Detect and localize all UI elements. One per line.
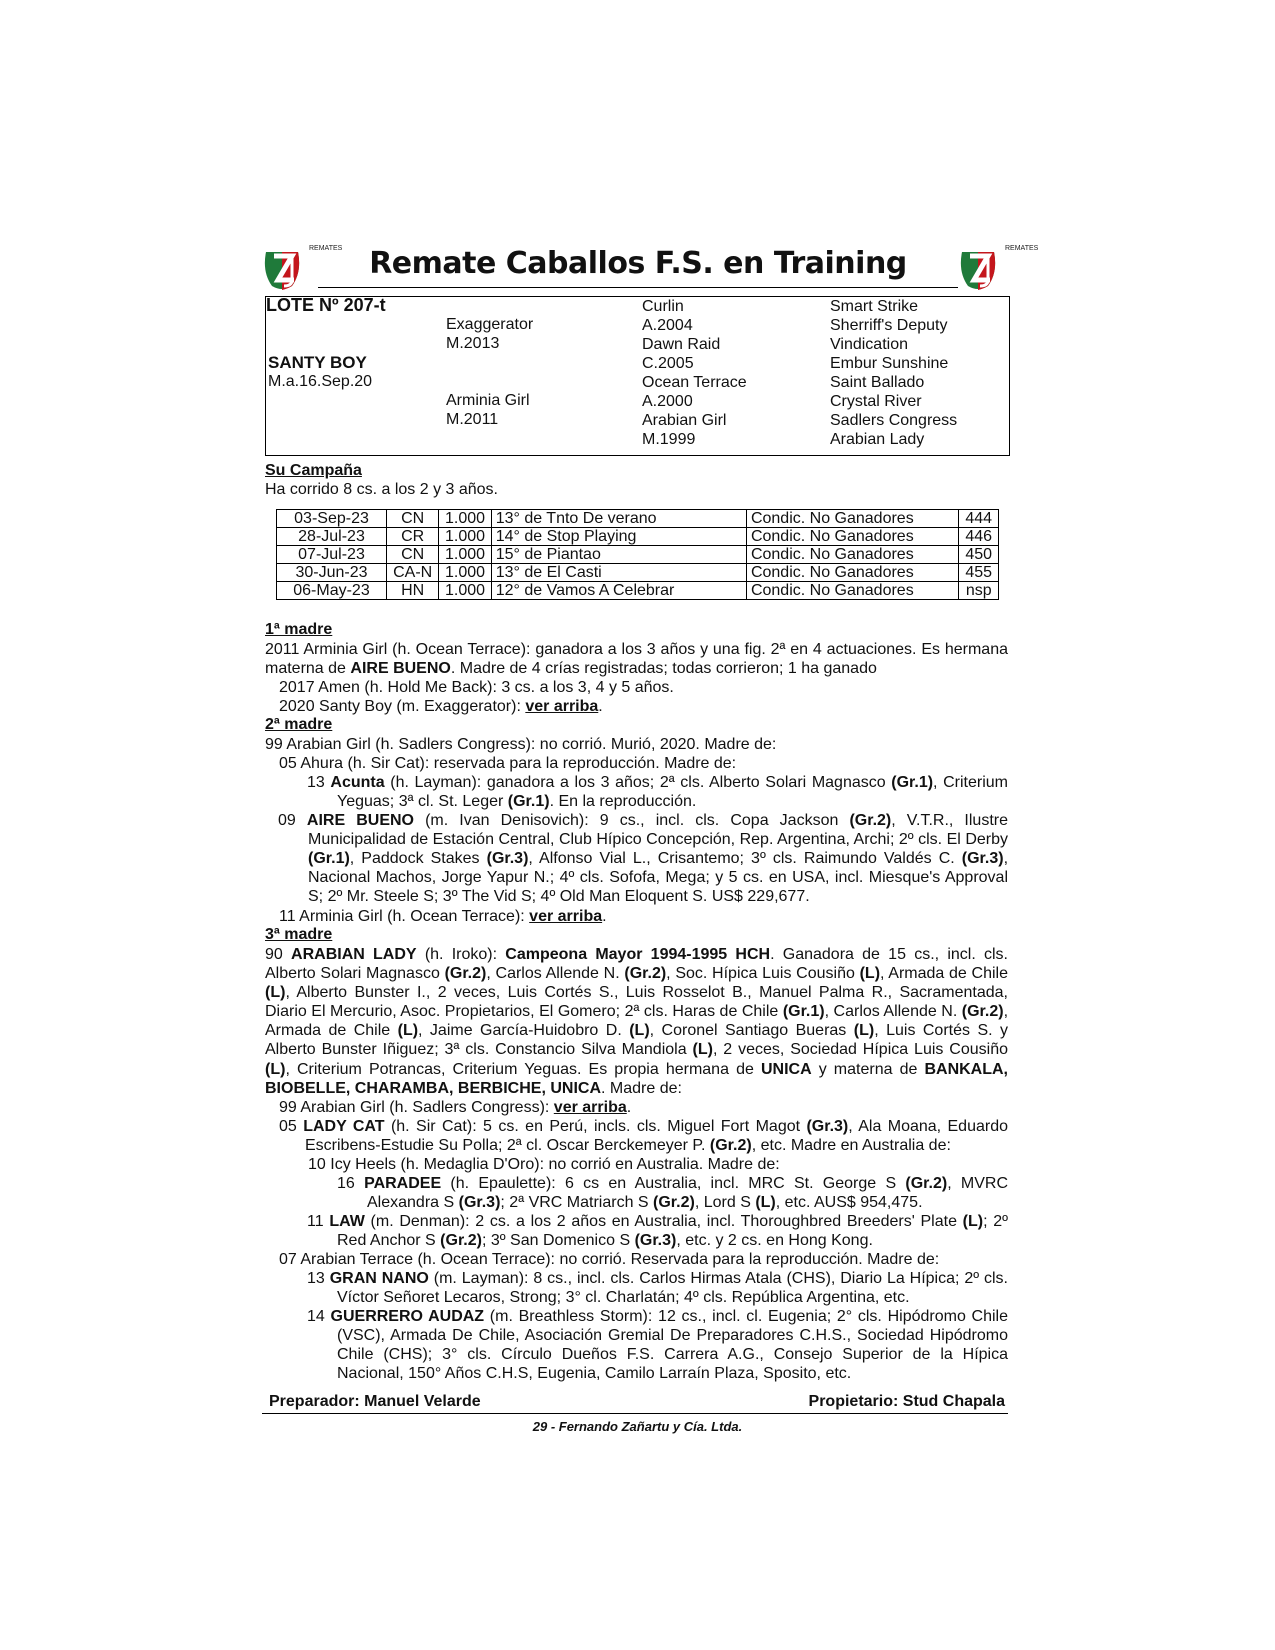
bold-span: (Gr.2) bbox=[849, 812, 892, 829]
text-span: , Alfonso Vial L., Crisantemo; 3º cls. Raimundo Valdés C. bbox=[528, 850, 962, 868]
race-track: HN bbox=[387, 582, 439, 600]
bold-span: (Gr.3) bbox=[961, 850, 1004, 868]
page-title: Remate Caballos F.S. en Training bbox=[369, 246, 907, 281]
text-span: (m. Ivan Denisovich): 9 cs., incl. cls. Copa Jackson bbox=[414, 812, 850, 829]
race-distance: 1.000 bbox=[439, 582, 491, 600]
text-span: (h. Sir Cat): 5 cs. en Perú, incls. cls. Miguel Fort Magot bbox=[384, 1118, 807, 1135]
race-condition: Condic. No Ganadores bbox=[746, 582, 959, 600]
race-weight: 444 bbox=[959, 510, 999, 528]
second-dam-line: 99 Arabian Girl (h. Sadlers Congress): no corrió. Murió, 2020. Madre de: bbox=[265, 736, 777, 753]
horse-name: SANTY BOY bbox=[268, 353, 367, 372]
sire: Exaggerator bbox=[446, 316, 534, 333]
produce-paragraph bbox=[307, 773, 1008, 811]
text-span: , Criterium Yeguas; 3ª cl. St. Leger bbox=[337, 774, 1008, 811]
text-span: , Carlos Allende N. bbox=[824, 1003, 962, 1021]
bold-span: Acunta bbox=[330, 774, 385, 791]
race-result: 12° de Vamos A Celebrar bbox=[491, 582, 746, 600]
text-span: 11 bbox=[307, 1213, 330, 1230]
text-span: (h. Layman): ganadora a los 3 años; 2ª cls. Alberto Solari Magnasco bbox=[384, 774, 892, 791]
text-span: , Jaime García-Huidobro D. bbox=[418, 1022, 630, 1040]
text-span: . Madre de: bbox=[601, 1079, 682, 1097]
race-distance: 1.000 bbox=[439, 510, 491, 528]
race-result: 13° de Tnto De verano bbox=[491, 510, 746, 528]
logo-vertical-text: REMATES bbox=[1005, 245, 1039, 252]
race-weight: 450 bbox=[959, 546, 999, 564]
bold-span: (L) bbox=[629, 1022, 650, 1040]
bold-span: (L) bbox=[859, 965, 881, 983]
race-date: 07-Jul-23 bbox=[277, 546, 387, 564]
great-grandparent: Saint Ballado bbox=[830, 374, 925, 391]
bold-span: UNICA bbox=[760, 1060, 812, 1078]
text-span: (h. Iroko): bbox=[416, 946, 506, 963]
text-span: , Paddock Stakes bbox=[349, 850, 487, 868]
race-result: 15° de Piantao bbox=[491, 546, 746, 564]
race-weight: nsp bbox=[959, 582, 999, 600]
bold-span: (Gr.3) bbox=[486, 850, 529, 868]
text-span: (m. Denman): 2 cs. a los 2 años en Australia, incl. Thoroughbred Breeders' Plate bbox=[364, 1213, 963, 1230]
produce-line: 05 Ahura (h. Sir Cat): reservada para la reproducción. Madre de: bbox=[279, 755, 737, 772]
dam: Arminia Girl bbox=[446, 392, 530, 409]
race-result: 14° de Stop Playing bbox=[491, 528, 746, 546]
race-date: 06-May-23 bbox=[277, 582, 387, 600]
third-dam-heading: 3ª madre bbox=[265, 926, 333, 943]
produce-line bbox=[279, 697, 1008, 716]
bold-span: (Gr.1) bbox=[308, 850, 350, 868]
text-span: . Ganadora de 15 cs., incl. cls. Alberto Solari Magnasco bbox=[265, 946, 1009, 983]
race-condition: Condic. No Ganadores bbox=[746, 564, 959, 582]
text-span: 11 Arminia Girl (h. Ocean Terrace): bbox=[279, 908, 530, 925]
text-span: (m. Layman): 8 cs., incl. cls. Carlos Hirmas Atala (CHS), Diario La Hípica; 2º cls. Víctor Señoret Lecaros, Strong; 3° cl. Charlatán; 4º cls. República Argentina, etc. bbox=[337, 1270, 1009, 1307]
bold-span: AIRE BUENO bbox=[350, 660, 451, 678]
bold-span: ARABIAN LADY bbox=[291, 946, 417, 963]
granddam-1-info: C.2005 bbox=[642, 355, 694, 372]
footer-rule bbox=[262, 1413, 1008, 1414]
bold-span: (Gr.2) bbox=[440, 1232, 482, 1250]
see-above-link: ver arriba bbox=[525, 698, 599, 715]
race-table bbox=[276, 509, 999, 600]
first-dam-heading: 1ª madre bbox=[265, 621, 333, 638]
bold-span: BANKALA, BIOBELLE, CHARAMBA, BERBICHE, UNICA bbox=[265, 1060, 1008, 1097]
campaign-heading: Su Campaña bbox=[265, 462, 362, 479]
table-row bbox=[277, 546, 999, 564]
text-span: , Coronel Santiago Bueras bbox=[649, 1022, 854, 1040]
bold-span: (L) bbox=[265, 984, 286, 1002]
text-span: (m. Breathless Storm): 12 cs., incl. cl. Eugenia; 2° cls. Hipódromo Chile (VSC), Armada De Chile, Asociación Gremial De Preparadores C.H.S., Sociedad Hipódromo Chile (CHS); 3° cls. Círculo Dueños F.S. Carrera A.G., Consejo Superior de la Hípica Nacional, 150° Años C.H.S, Eugenia, Camilo Larraín Plaza, Sposito, etc. bbox=[337, 1308, 1009, 1383]
text-span: , V.T.R., Ilustre Municipalidad de Estación Central, Club Hípico Concepción, Rep. Argentina, Archi; 2º cls. El Derby bbox=[308, 812, 1009, 849]
bold-span: (Gr.1) bbox=[891, 774, 934, 791]
produce-paragraph bbox=[307, 1269, 1009, 1307]
first-dam-paragraph bbox=[265, 640, 1008, 678]
bold-span: (L) bbox=[692, 1041, 713, 1059]
text-span: , 2 veces, Sociedad Hípica Luis Cousiño bbox=[712, 1041, 1008, 1059]
bold-span: PARADEE bbox=[364, 1175, 442, 1192]
bold-span: (Gr.2) bbox=[624, 965, 667, 983]
pedigree-box bbox=[265, 296, 1010, 456]
race-date: 30-Jun-23 bbox=[277, 564, 387, 582]
text-span: ; 2ª VRC Matriarch S bbox=[500, 1194, 654, 1212]
produce-line: 10 Icy Heels (h. Medaglia D'Oro): no corrió en Australia. Madre de: bbox=[308, 1156, 780, 1173]
great-grandparent: Arabian Lady bbox=[830, 431, 925, 448]
race-weight: 455 bbox=[959, 564, 999, 582]
trainer-label: Preparador: Manuel Velarde bbox=[269, 1393, 481, 1410]
table-row bbox=[277, 582, 999, 600]
text-span: , etc. y 2 cs. en Hong Kong. bbox=[676, 1232, 873, 1250]
race-condition: Condic. No Ganadores bbox=[746, 528, 959, 546]
bold-span: (Gr.3) bbox=[458, 1194, 501, 1212]
text-span: . bbox=[626, 1099, 632, 1116]
bold-span: (L) bbox=[962, 1213, 984, 1230]
granddam-1: Dawn Raid bbox=[642, 336, 721, 353]
race-track: CN bbox=[387, 510, 439, 528]
bold-span: (L) bbox=[265, 1060, 286, 1078]
text-span: 05 bbox=[279, 1118, 304, 1135]
text-span: , Armada de Chile bbox=[265, 1003, 1009, 1040]
great-grandparent: Embur Sunshine bbox=[830, 355, 949, 372]
text-span: . bbox=[598, 698, 603, 715]
text-span: 2020 Santy Boy (m. Exaggerator): bbox=[279, 698, 526, 715]
text-span: . En la reproducción. bbox=[549, 793, 697, 811]
bold-span: (L) bbox=[853, 1022, 875, 1040]
owner-label: Propietario: Stud Chapala bbox=[808, 1393, 1005, 1410]
text-span: , Carlos Allende N. bbox=[486, 965, 625, 983]
text-span: (h. Epaulette): 6 cs en Australia, incl. MRC St. George S bbox=[441, 1175, 906, 1192]
grandsire-2-info: A.2000 bbox=[642, 393, 693, 410]
table-row bbox=[277, 564, 999, 582]
table-row bbox=[277, 510, 999, 528]
bold-span: Campeona Mayor 1994-1995 HCH bbox=[505, 946, 771, 963]
produce-line bbox=[279, 907, 1008, 926]
text-span: y materna de bbox=[811, 1060, 925, 1078]
text-span: , Armada de Chile bbox=[880, 965, 1009, 983]
race-track: CR bbox=[387, 528, 439, 546]
text-span: 90 bbox=[265, 946, 292, 963]
race-track: CN bbox=[387, 546, 439, 564]
bold-span: GUERRERO AUDAZ bbox=[330, 1308, 485, 1325]
produce-paragraph bbox=[279, 1117, 1008, 1155]
bold-span: (Gr.3) bbox=[634, 1232, 677, 1250]
race-distance: 1.000 bbox=[439, 564, 491, 582]
title-underline bbox=[318, 287, 958, 288]
text-span: . Madre de 4 crías registradas; todas corrieron; 1 ha ganado bbox=[450, 660, 877, 678]
text-span: , Luis Cortés S. y Alberto Bunster Iñiguez; 3ª cls. Constancio Silva Mandiola bbox=[265, 1022, 1009, 1059]
text-span: , Alberto Bunster I., 2 veces, Luis Cortés S., Luis Rosselot B., Manuel Palma R., Sacramentada, Diario El Mercurio, Asoc. Propietarios, El Gomero; 2ª cls. Haras de Chile bbox=[265, 984, 1008, 1021]
great-grandparent: Sherriff's Deputy bbox=[830, 317, 948, 334]
text-span: ; 3º San Domenico S bbox=[481, 1232, 635, 1250]
produce-line: 07 Arabian Terrace (h. Ocean Terrace): no corrió. Reservada para la reproducción. Madre de: bbox=[279, 1251, 940, 1268]
produce-line: 2017 Amen (h. Hold Me Back): 3 cs. a los 3, 4 y 5 años. bbox=[279, 679, 674, 696]
see-above-link: ver arriba bbox=[529, 908, 603, 925]
see-above-link: ver arriba bbox=[553, 1099, 627, 1116]
text-span: 16 bbox=[337, 1175, 365, 1192]
text-span: , Ala Moana, Eduardo Escribens-Estudie Su Polla; 2ª cl. Oscar Berckemeyer P. bbox=[305, 1118, 1008, 1155]
race-track: CA-N bbox=[387, 564, 439, 582]
page-footer: 29 - Fernando Zañartu y Cía. Ltda. bbox=[532, 1419, 743, 1434]
text-span: 13 bbox=[307, 1270, 330, 1287]
granddam-2-info: M.1999 bbox=[642, 431, 696, 448]
logo-vertical-text: REMATES bbox=[309, 245, 343, 252]
bold-span: (Gr.1) bbox=[782, 1003, 825, 1021]
bold-span: GRAN NANO bbox=[329, 1270, 429, 1287]
text-span: , MVRC Alexandra S bbox=[367, 1175, 1009, 1212]
text-span: , Nacional Machos, Jorge Yapur N.; 4º cls. Sofofa, Mega; y 5 cs. en USA, incl. Miesque's Approval S; 2º Mr. Steele S; 3º The Vid S; 4º Old Man Eloquent S. US$ 229,677. bbox=[308, 850, 1009, 906]
great-grandparent: Sadlers Congress bbox=[830, 412, 958, 429]
grandsire-1-info: A.2004 bbox=[642, 317, 693, 334]
bold-span: LAW bbox=[329, 1213, 365, 1230]
bold-span: (Gr.2) bbox=[444, 965, 487, 983]
produce-paragraph bbox=[307, 1212, 1008, 1250]
text-span: 09 bbox=[278, 812, 307, 829]
text-span: , Lord S bbox=[694, 1194, 756, 1212]
sire-info: M.2013 bbox=[446, 335, 500, 352]
grandsire-2: Ocean Terrace bbox=[642, 374, 747, 391]
produce-line bbox=[279, 1098, 1008, 1117]
race-distance: 1.000 bbox=[439, 546, 491, 564]
text-span: 14 bbox=[307, 1308, 331, 1325]
great-grandparent: Smart Strike bbox=[830, 298, 919, 315]
race-date: 03-Sep-23 bbox=[277, 510, 387, 528]
race-date: 28-Jul-23 bbox=[277, 528, 387, 546]
great-grandparent: Crystal River bbox=[830, 393, 922, 410]
dam-info: M.2011 bbox=[446, 411, 499, 428]
third-dam-paragraph bbox=[265, 945, 1008, 1098]
great-grandparent: Vindication bbox=[830, 336, 908, 353]
text-span: , Soc. Hípica Luis Cousiño bbox=[666, 965, 860, 983]
produce-paragraph bbox=[307, 1307, 1009, 1383]
race-weight: 446 bbox=[959, 528, 999, 546]
company-logo-left bbox=[262, 245, 343, 292]
grandsire-1: Curlin bbox=[642, 298, 684, 315]
bold-span: (Gr.2) bbox=[709, 1137, 752, 1155]
table-row bbox=[277, 528, 999, 546]
bold-span: AIRE BUENO bbox=[306, 812, 414, 829]
bold-span: LADY CAT bbox=[303, 1118, 385, 1135]
produce-paragraph bbox=[337, 1174, 1009, 1212]
lot-number: LOTE Nº 207-t bbox=[266, 295, 386, 315]
bold-span: (Gr.3) bbox=[806, 1118, 849, 1135]
granddam-2: Arabian Girl bbox=[642, 412, 727, 429]
bold-span: (Gr.2) bbox=[961, 1003, 1004, 1021]
horse-info: M.a.16.Sep.20 bbox=[268, 373, 373, 390]
text-span: . bbox=[602, 908, 607, 925]
race-distance: 1.000 bbox=[439, 528, 491, 546]
bold-span: (Gr.2) bbox=[653, 1194, 695, 1212]
text-span: , etc. Madre en Australia de: bbox=[751, 1137, 951, 1155]
text-span: , Criterium Potrancas, Criterium Yeguas. Es propia hermana de bbox=[285, 1060, 761, 1078]
bold-span: (L) bbox=[755, 1194, 776, 1212]
text-span: 99 Arabian Girl (h. Sadlers Congress): bbox=[279, 1099, 554, 1116]
text-span: , etc. AUS$ 954,475. bbox=[775, 1194, 923, 1212]
campaign-summary: Ha corrido 8 cs. a los 2 y 3 años. bbox=[265, 481, 498, 498]
text-span: 2011 Arminia Girl (h. Ocean Terrace): ganadora a los 3 años y una fig. 2ª en 4 actuaciones. Es hermana materna de bbox=[265, 641, 1008, 678]
bold-span: (L) bbox=[397, 1022, 419, 1040]
text-span: 13 bbox=[307, 774, 331, 791]
produce-paragraph bbox=[278, 811, 1009, 906]
second-dam-heading: 2ª madre bbox=[265, 716, 333, 733]
race-result: 13° de El Casti bbox=[491, 564, 746, 582]
race-condition: Condic. No Ganadores bbox=[746, 510, 959, 528]
text-span: ; 2º Red Anchor S bbox=[337, 1213, 1008, 1250]
company-logo-right bbox=[958, 245, 1039, 292]
bold-span: (Gr.2) bbox=[905, 1175, 948, 1192]
bold-span: (Gr.1) bbox=[507, 793, 550, 811]
race-condition: Condic. No Ganadores bbox=[746, 546, 959, 564]
